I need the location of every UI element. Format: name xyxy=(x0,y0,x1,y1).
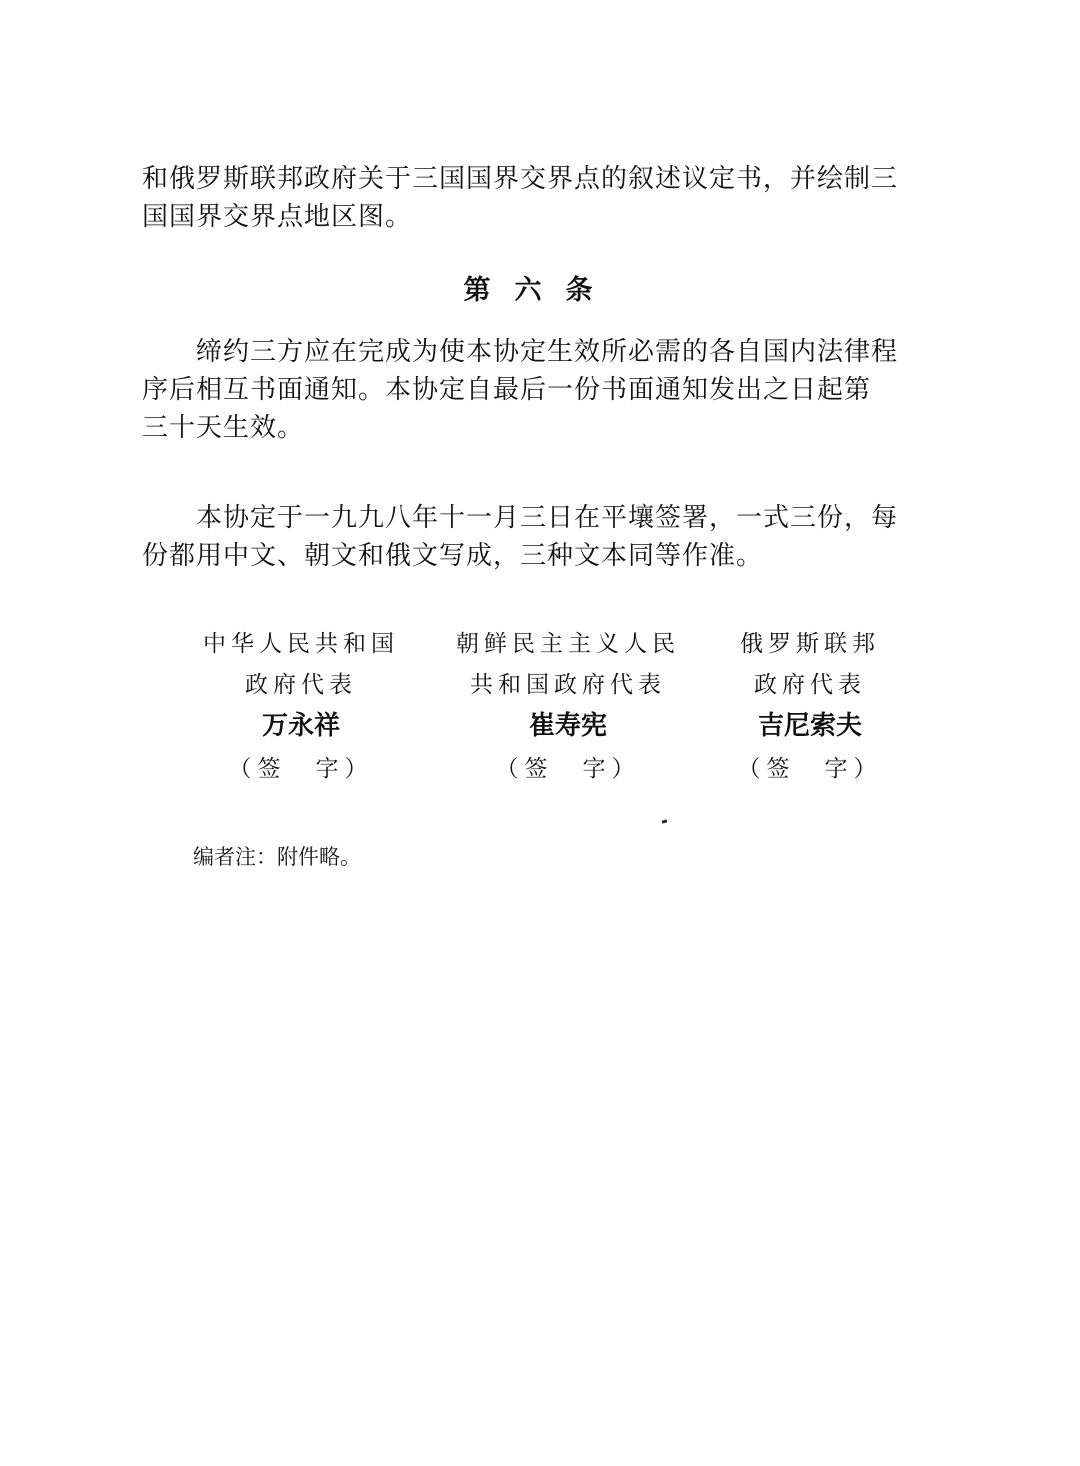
editor-note: 编者注：附件略。 xyxy=(193,845,361,869)
closing-paragraph xyxy=(142,499,942,575)
signatory-role: 政府代表 xyxy=(754,672,866,698)
article-6-paragraph xyxy=(142,333,942,447)
article-6-line-3: 三十天生效。 xyxy=(142,413,305,443)
intro-line-2: 国国界交界点地区图。 xyxy=(142,202,413,232)
signatory-country: 朝鲜民主主义人民 xyxy=(456,631,680,657)
signatory-name: 吉尼索夫 xyxy=(757,711,862,741)
article-6-heading: 第六条 xyxy=(463,275,617,306)
signature-mark: （签 字） xyxy=(495,756,641,782)
signatory-role: 政府代表 xyxy=(245,672,357,698)
article-6-line-1: 缔约三方应在完成为使本协定生效所必需的各自国内法律程 xyxy=(196,337,899,367)
signature-block-china xyxy=(195,628,407,785)
signatory-role: 共和国政府代表 xyxy=(470,672,666,698)
signature-block-dprk xyxy=(448,628,688,785)
signatory-country: 中华人民共和国 xyxy=(203,631,399,657)
signatory-name: 万永祥 xyxy=(261,711,340,741)
scan-speck xyxy=(662,819,668,823)
closing-line-1: 本协定于一九九八年十一月三日在平壤签署，一式三份，每 xyxy=(196,503,899,533)
closing-line-2: 份都用中文、朝文和俄文写成，三种文本同等作准。 xyxy=(142,541,764,571)
intro-line-1: 和俄罗斯联邦政府关于三国国界交界点的叙述议定书，并绘制三 xyxy=(142,164,899,194)
signatory-country: 俄罗斯联邦 xyxy=(740,631,880,657)
intro-paragraph xyxy=(142,160,942,236)
signature-mark: （签 字） xyxy=(737,756,883,782)
signatory-name: 崔寿宪 xyxy=(528,711,607,741)
article-6-line-2: 序后相互书面通知。本协定自最后一份书面通知发出之日起第 xyxy=(142,375,872,405)
signature-block-russia xyxy=(720,628,900,785)
signature-mark: （签 字） xyxy=(228,756,374,782)
